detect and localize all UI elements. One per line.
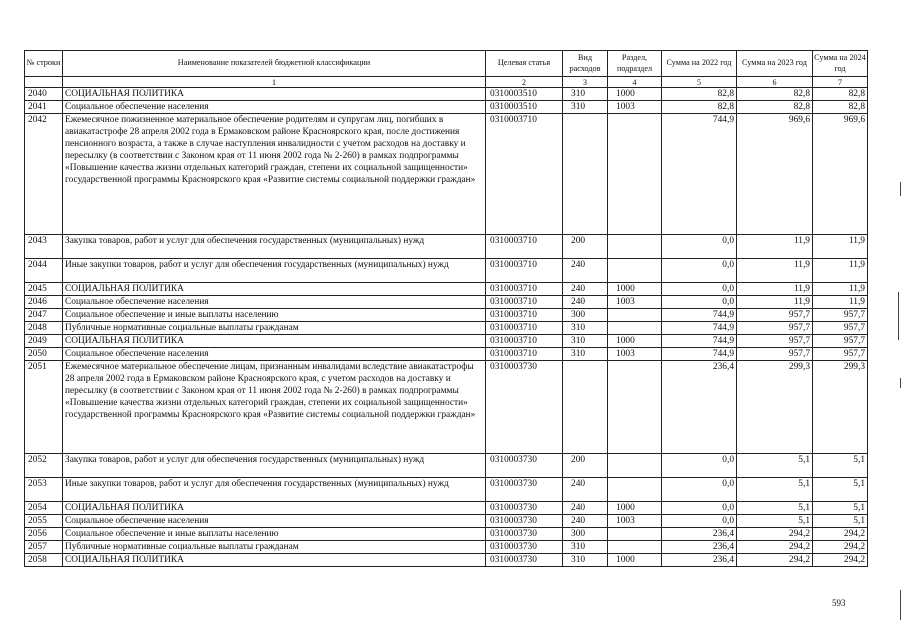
scan-artifact xyxy=(898,292,899,340)
cell-target-article: 0310003510 xyxy=(486,101,563,114)
cell-sum-2022: 236,4 xyxy=(662,528,737,541)
cell-row-number: 2056 xyxy=(25,528,63,541)
cell-sum-2024: 957,7 xyxy=(813,348,868,361)
scan-artifact xyxy=(900,182,901,196)
cell-expense-kind: 240 xyxy=(563,283,608,296)
cell-sum-2024: 5,1 xyxy=(813,478,868,502)
column-number-row xyxy=(25,77,868,88)
header-section: Раздел, подраздел xyxy=(608,51,662,77)
cell-indicator-name: СОЦИАЛЬНАЯ ПОЛИТИКА xyxy=(63,88,486,101)
cell-row-number: 2052 xyxy=(25,454,63,478)
cell-sum-2022: 0,0 xyxy=(662,478,737,502)
cell-sum-2022: 0,0 xyxy=(662,454,737,478)
cell-target-article: 0310003710 xyxy=(486,322,563,335)
cell-sum-2024: 294,2 xyxy=(813,528,868,541)
cell-row-number: 2053 xyxy=(25,478,63,502)
cell-sum-2022: 0,0 xyxy=(662,283,737,296)
cell-sum-2023: 5,1 xyxy=(737,502,813,515)
cell-section xyxy=(608,322,662,335)
cell-sum-2023: 5,1 xyxy=(737,454,813,478)
cell-sum-2023: 5,1 xyxy=(737,515,813,528)
table-row xyxy=(25,361,868,454)
cell-sum-2023: 294,2 xyxy=(737,528,813,541)
cell-indicator-name: Закупка товаров, работ и услуг для обеспечения государственных (муниципальных) нужд xyxy=(63,454,486,478)
cell-section xyxy=(608,235,662,259)
scan-artifact xyxy=(900,590,901,620)
column-number: 3 xyxy=(563,77,608,88)
scan-artifact xyxy=(900,378,901,388)
cell-target-article: 0310003730 xyxy=(486,478,563,502)
cell-indicator-name: Социальное обеспечение населения xyxy=(63,515,486,528)
cell-section: 1000 xyxy=(608,502,662,515)
cell-sum-2024: 957,7 xyxy=(813,309,868,322)
cell-sum-2024: 5,1 xyxy=(813,515,868,528)
cell-indicator-name: СОЦИАЛЬНАЯ ПОЛИТИКА xyxy=(63,335,486,348)
cell-sum-2024: 294,2 xyxy=(813,554,868,567)
header-kind: Вид расходов xyxy=(563,51,608,77)
cell-sum-2023: 11,9 xyxy=(737,235,813,259)
cell-target-article: 0310003730 xyxy=(486,454,563,478)
cell-sum-2023: 957,7 xyxy=(737,309,813,322)
cell-target-article: 0310003730 xyxy=(486,554,563,567)
cell-expense-kind: 310 xyxy=(563,541,608,554)
cell-sum-2023: 299,3 xyxy=(737,361,813,454)
cell-sum-2023: 294,2 xyxy=(737,554,813,567)
header-sum-2024: Сумма на 2024 год xyxy=(813,51,868,77)
cell-section: 1003 xyxy=(608,348,662,361)
cell-sum-2024: 969,6 xyxy=(813,114,868,235)
cell-sum-2024: 294,2 xyxy=(813,541,868,554)
table-row xyxy=(25,322,868,335)
cell-row-number: 2045 xyxy=(25,283,63,296)
cell-sum-2024: 11,9 xyxy=(813,296,868,309)
cell-section xyxy=(608,114,662,235)
column-number: 7 xyxy=(813,77,868,88)
cell-indicator-name: Публичные нормативные социальные выплаты гражданам xyxy=(63,322,486,335)
header-sum-2022: Сумма на 2022 год xyxy=(662,51,737,77)
cell-section: 1000 xyxy=(608,283,662,296)
cell-row-number: 2046 xyxy=(25,296,63,309)
cell-sum-2024: 957,7 xyxy=(813,322,868,335)
cell-sum-2023: 969,6 xyxy=(737,114,813,235)
cell-expense-kind: 240 xyxy=(563,515,608,528)
cell-sum-2022: 744,9 xyxy=(662,322,737,335)
cell-target-article: 0310003730 xyxy=(486,502,563,515)
cell-target-article: 0310003710 xyxy=(486,296,563,309)
cell-row-number: 2047 xyxy=(25,309,63,322)
cell-expense-kind: 310 xyxy=(563,554,608,567)
cell-sum-2022: 744,9 xyxy=(662,309,737,322)
cell-sum-2024: 11,9 xyxy=(813,259,868,283)
header-row-no: № строки xyxy=(25,51,63,77)
cell-sum-2023: 957,7 xyxy=(737,348,813,361)
cell-expense-kind: 310 xyxy=(563,322,608,335)
cell-indicator-name: Ежемесячное пожизненное материальное обеспечение родителям и супругам лиц, погибших в авиакатастрофе 28 апреля 2002 года в Ермаковском районе Красноярского края, после достижения пенсионного возраста, а также в случае наступления инвалидности с учетом расходов на доставку и пересылку (в соответствии с Законом края от 11 июня 2002 года № 2-260) в рамках подпрограммы «Повышение качества жизни отдельных категорий граждан, степени их социальной защищенности» государственной программы Красноярского края «Развитие системы социальной поддержки граждан» xyxy=(63,114,486,235)
column-number xyxy=(25,77,63,88)
cell-indicator-name: Ежемесячное материальное обеспечение лицам, признанным инвалидами вследствие авиакатастрофы 28 апреля 2002 года в Ермаковском районе Красноярского края, с учетом расходов на доставку и пересылку (в соответствии с Законом края от 11 июня 2002 года № 2-260) в рамках подпрограммы «Повышение качества жизни отдельных категорий граждан, степени их социальной защищенности» государственной программы Красноярского края «Развитие системы социальной поддержки граждан» xyxy=(63,361,486,454)
cell-expense-kind: 310 xyxy=(563,88,608,101)
cell-target-article: 0310003710 xyxy=(486,348,563,361)
header-name: Наименование показателей бюджетной классификации xyxy=(63,51,486,77)
cell-sum-2022: 82,8 xyxy=(662,88,737,101)
table-row xyxy=(25,235,868,259)
cell-sum-2022: 0,0 xyxy=(662,296,737,309)
cell-indicator-name: Социальное обеспечение и иные выплаты населению xyxy=(63,309,486,322)
cell-sum-2022: 0,0 xyxy=(662,502,737,515)
cell-section: 1000 xyxy=(608,88,662,101)
cell-row-number: 2054 xyxy=(25,502,63,515)
column-number: 6 xyxy=(737,77,813,88)
cell-sum-2022: 744,9 xyxy=(662,114,737,235)
cell-section: 1000 xyxy=(608,554,662,567)
cell-indicator-name: Иные закупки товаров, работ и услуг для обеспечения государственных (муниципальных) нужд xyxy=(63,259,486,283)
cell-row-number: 2055 xyxy=(25,515,63,528)
cell-target-article: 0310003710 xyxy=(486,309,563,322)
cell-sum-2024: 299,3 xyxy=(813,361,868,454)
cell-row-number: 2050 xyxy=(25,348,63,361)
cell-sum-2024: 11,9 xyxy=(813,235,868,259)
table-row xyxy=(25,101,868,114)
column-number: 4 xyxy=(608,77,662,88)
header-sum-2023: Сумма на 2023 год xyxy=(737,51,813,77)
cell-sum-2022: 236,4 xyxy=(662,554,737,567)
cell-section xyxy=(608,478,662,502)
cell-sum-2022: 236,4 xyxy=(662,361,737,454)
cell-sum-2023: 82,8 xyxy=(737,88,813,101)
cell-indicator-name: Социальное обеспечение населения xyxy=(63,101,486,114)
cell-section xyxy=(608,541,662,554)
table-row xyxy=(25,259,868,283)
cell-sum-2024: 82,8 xyxy=(813,101,868,114)
column-number: 5 xyxy=(662,77,737,88)
cell-sum-2023: 957,7 xyxy=(737,335,813,348)
cell-section: 1000 xyxy=(608,335,662,348)
cell-expense-kind: 310 xyxy=(563,335,608,348)
table-body xyxy=(25,88,868,567)
table-row xyxy=(25,554,868,567)
cell-expense-kind xyxy=(563,114,608,235)
table-row xyxy=(25,515,868,528)
cell-sum-2023: 11,9 xyxy=(737,283,813,296)
cell-row-number: 2051 xyxy=(25,361,63,454)
cell-target-article: 0310003730 xyxy=(486,528,563,541)
cell-indicator-name: Иные закупки товаров, работ и услуг для обеспечения государственных (муниципальных) нужд xyxy=(63,478,486,502)
cell-row-number: 2049 xyxy=(25,335,63,348)
cell-indicator-name: СОЦИАЛЬНАЯ ПОЛИТИКА xyxy=(63,554,486,567)
table-row xyxy=(25,478,868,502)
cell-sum-2024: 5,1 xyxy=(813,454,868,478)
column-number: 2 xyxy=(486,77,563,88)
cell-section xyxy=(608,528,662,541)
cell-section: 1003 xyxy=(608,515,662,528)
cell-row-number: 2041 xyxy=(25,101,63,114)
cell-section: 1003 xyxy=(608,101,662,114)
cell-section xyxy=(608,361,662,454)
cell-expense-kind: 310 xyxy=(563,348,608,361)
cell-expense-kind: 200 xyxy=(563,454,608,478)
cell-sum-2024: 11,9 xyxy=(813,283,868,296)
cell-expense-kind: 200 xyxy=(563,235,608,259)
cell-sum-2022: 0,0 xyxy=(662,259,737,283)
cell-row-number: 2048 xyxy=(25,322,63,335)
table-row xyxy=(25,309,868,322)
cell-expense-kind xyxy=(563,361,608,454)
cell-section xyxy=(608,454,662,478)
cell-indicator-name: Закупка товаров, работ и услуг для обеспечения государственных (муниципальных) нужд xyxy=(63,235,486,259)
table-row xyxy=(25,296,868,309)
cell-expense-kind: 240 xyxy=(563,502,608,515)
cell-sum-2022: 744,9 xyxy=(662,348,737,361)
cell-indicator-name: Социальное обеспечение населения xyxy=(63,348,486,361)
cell-section: 1003 xyxy=(608,296,662,309)
cell-row-number: 2058 xyxy=(25,554,63,567)
cell-target-article: 0310003710 xyxy=(486,235,563,259)
table-row xyxy=(25,335,868,348)
cell-sum-2023: 294,2 xyxy=(737,541,813,554)
cell-target-article: 0310003730 xyxy=(486,515,563,528)
cell-expense-kind: 300 xyxy=(563,309,608,322)
cell-section xyxy=(608,259,662,283)
cell-target-article: 0310003510 xyxy=(486,88,563,101)
cell-target-article: 0310003710 xyxy=(486,283,563,296)
cell-target-article: 0310003710 xyxy=(486,335,563,348)
column-number: 1 xyxy=(63,77,486,88)
cell-expense-kind: 240 xyxy=(563,478,608,502)
header-row xyxy=(25,51,868,77)
cell-expense-kind: 240 xyxy=(563,296,608,309)
cell-row-number: 2040 xyxy=(25,88,63,101)
cell-sum-2024: 957,7 xyxy=(813,335,868,348)
cell-target-article: 0310003710 xyxy=(486,114,563,235)
cell-sum-2023: 5,1 xyxy=(737,478,813,502)
page-number: 593 xyxy=(832,598,846,608)
table-row xyxy=(25,114,868,235)
cell-row-number: 2057 xyxy=(25,541,63,554)
cell-sum-2022: 744,9 xyxy=(662,335,737,348)
cell-expense-kind: 300 xyxy=(563,528,608,541)
header-target: Целевая статья xyxy=(486,51,563,77)
cell-section xyxy=(608,309,662,322)
cell-target-article: 0310003710 xyxy=(486,259,563,283)
cell-sum-2022: 0,0 xyxy=(662,235,737,259)
cell-indicator-name: СОЦИАЛЬНАЯ ПОЛИТИКА xyxy=(63,502,486,515)
cell-sum-2022: 0,0 xyxy=(662,515,737,528)
cell-sum-2023: 11,9 xyxy=(737,259,813,283)
cell-indicator-name: Публичные нормативные социальные выплаты гражданам xyxy=(63,541,486,554)
cell-sum-2024: 5,1 xyxy=(813,502,868,515)
table-row xyxy=(25,88,868,101)
cell-sum-2023: 11,9 xyxy=(737,296,813,309)
table-row xyxy=(25,348,868,361)
cell-target-article: 0310003730 xyxy=(486,541,563,554)
cell-row-number: 2042 xyxy=(25,114,63,235)
table-row xyxy=(25,454,868,478)
cell-target-article: 0310003730 xyxy=(486,361,563,454)
cell-sum-2024: 82,8 xyxy=(813,88,868,101)
cell-indicator-name: СОЦИАЛЬНАЯ ПОЛИТИКА xyxy=(63,283,486,296)
table-row xyxy=(25,502,868,515)
cell-sum-2023: 957,7 xyxy=(737,322,813,335)
cell-sum-2022: 236,4 xyxy=(662,541,737,554)
table-row xyxy=(25,541,868,554)
cell-expense-kind: 240 xyxy=(563,259,608,283)
table-row xyxy=(25,283,868,296)
cell-sum-2022: 82,8 xyxy=(662,101,737,114)
cell-indicator-name: Социальное обеспечение населения xyxy=(63,296,486,309)
cell-expense-kind: 310 xyxy=(563,101,608,114)
cell-row-number: 2043 xyxy=(25,235,63,259)
cell-sum-2023: 82,8 xyxy=(737,101,813,114)
cell-row-number: 2044 xyxy=(25,259,63,283)
cell-indicator-name: Социальное обеспечение и иные выплаты населению xyxy=(63,528,486,541)
table-row xyxy=(25,528,868,541)
budget-table xyxy=(24,50,868,567)
